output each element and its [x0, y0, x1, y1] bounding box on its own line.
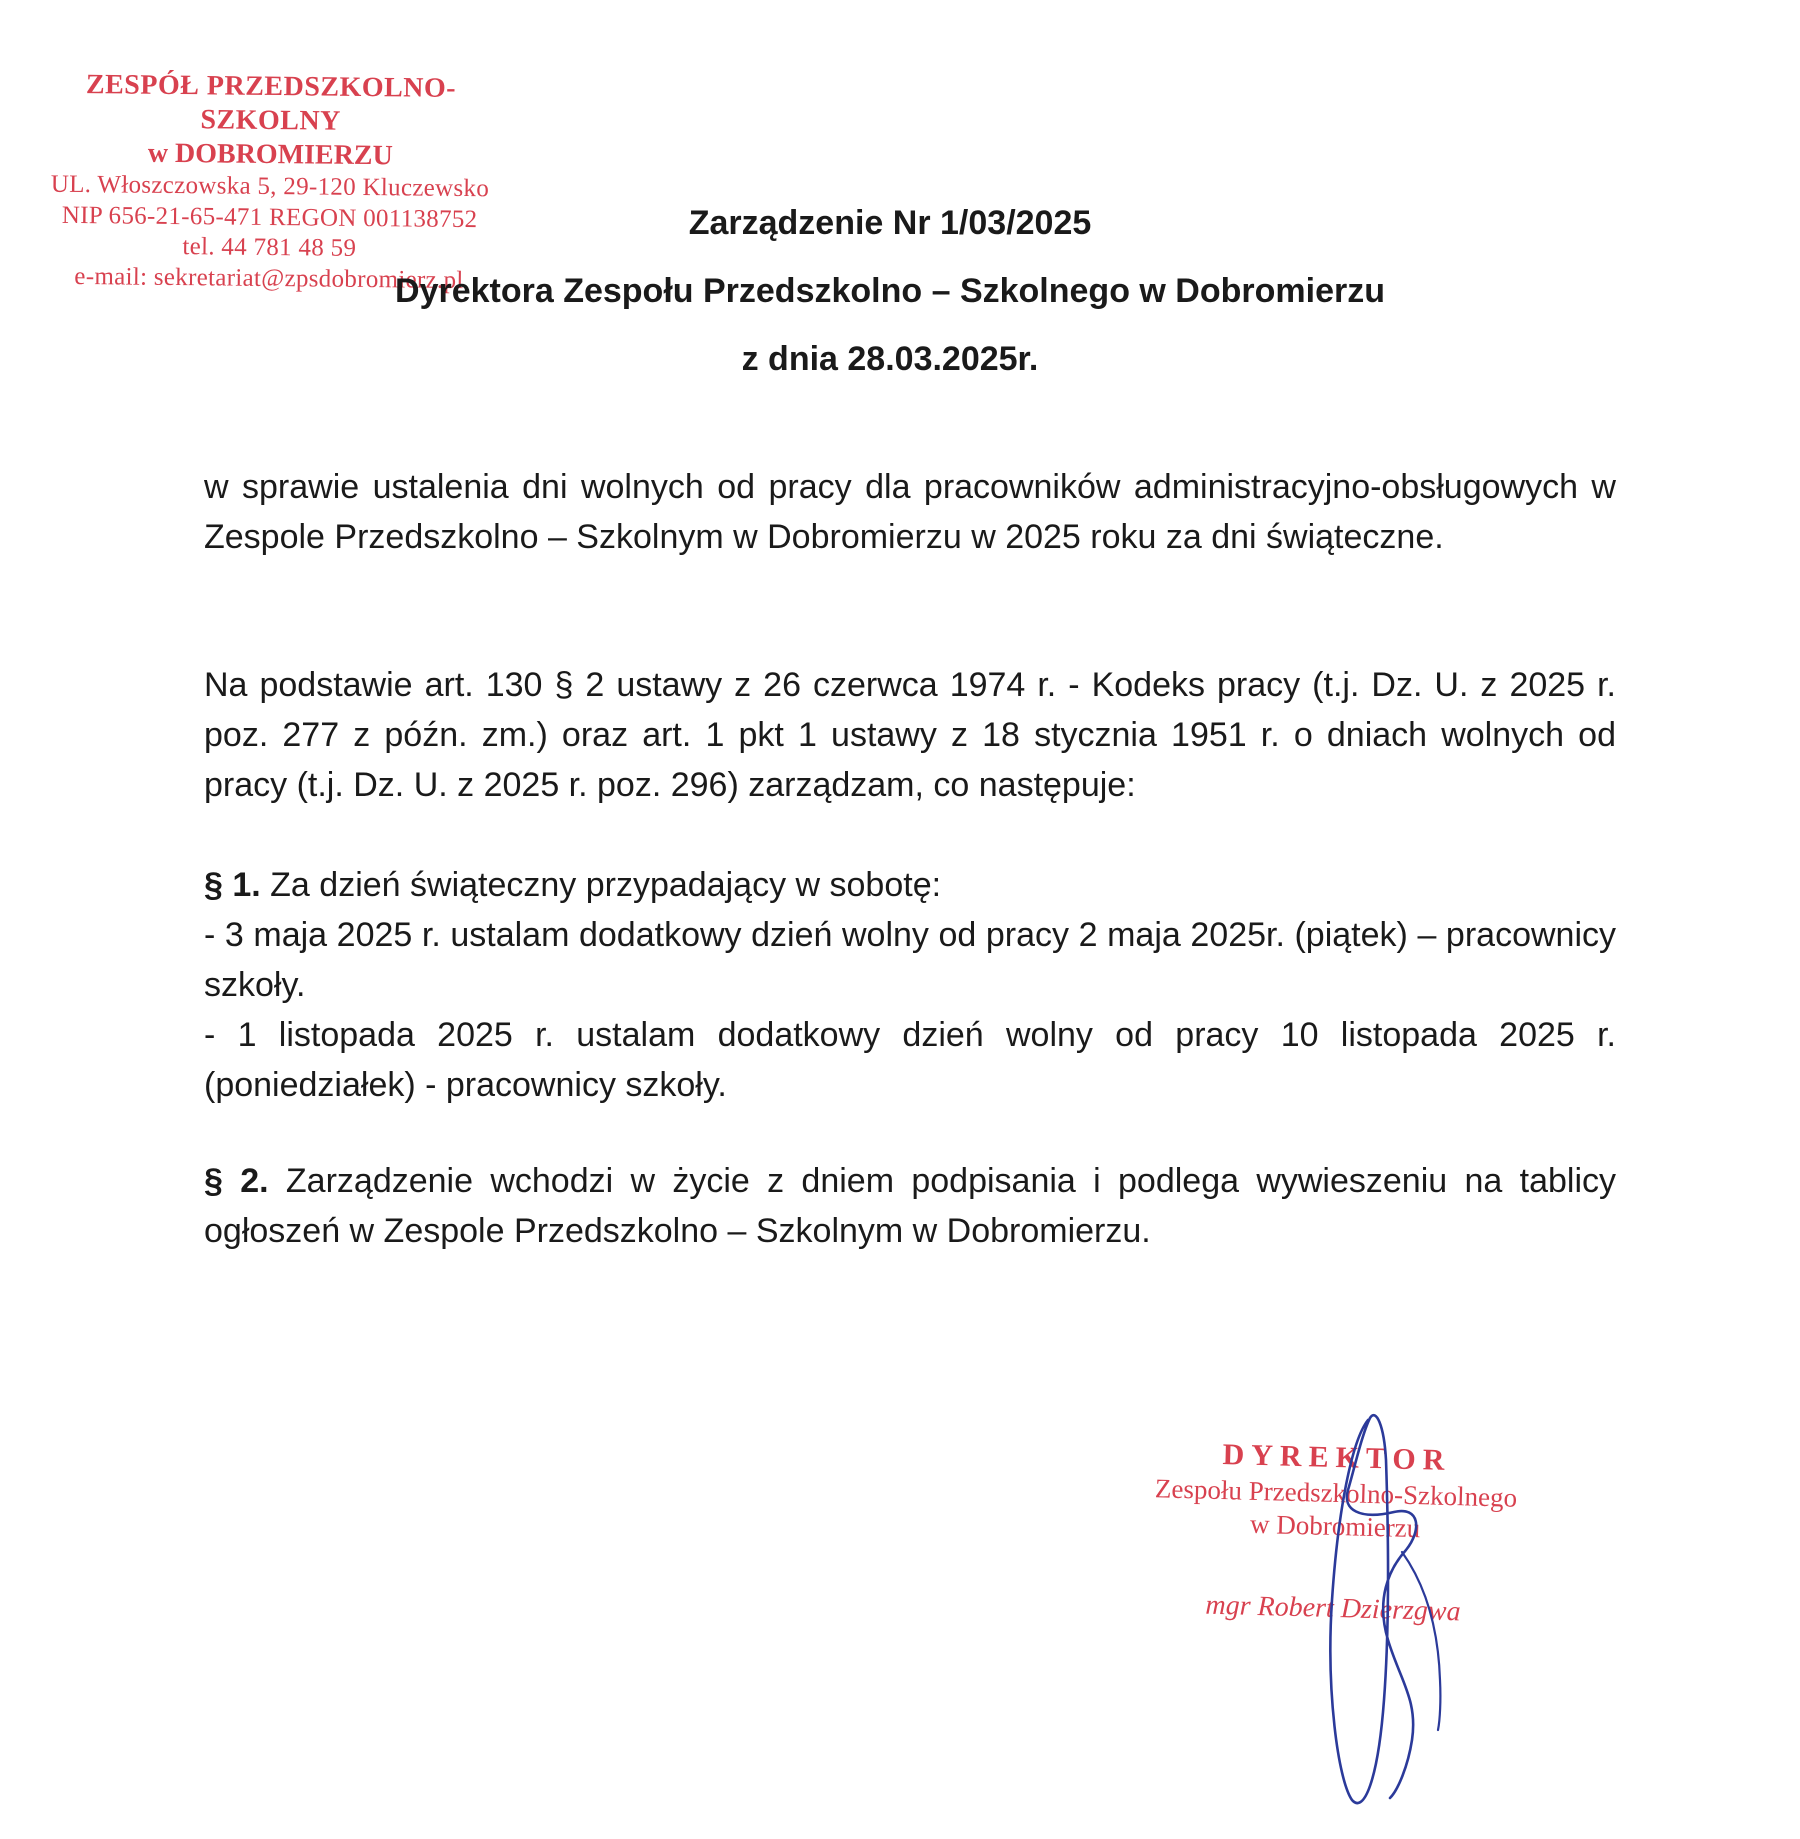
section-2-mark: § 2. [204, 1162, 269, 1200]
stamp-address: UL. Włoszczowska 5, 29-120 Kluczewsko [50, 171, 490, 203]
letterhead-stamp [19, 67, 521, 297]
signature-stamp-title: DYREKTOR [1222, 1438, 1452, 1478]
order-issuer: Dyrektora Zespołu Przedszkolno – Szkolnego w Dobromierzu [395, 272, 1385, 310]
stamp-phone: tel. 44 781 48 59 [182, 233, 357, 263]
section-1-item-2: - 1 listopada 2025 r. ustalam dodatkowy dzień wolny od pracy 10 listopada 2025 r. (poniedziałek) - pracownicy szkoły. [204, 1016, 1616, 1104]
section-1 [204, 860, 1616, 1110]
handwritten-signature [1290, 1400, 1470, 1820]
order-number: Zarządzenie Nr 1/03/2025 [688, 204, 1092, 242]
stamp-org-name: ZESPÓŁ PRZEDSZKOLNO-SZKOLNY [85, 69, 457, 137]
signatory-name: mgr Robert Dzierzgwa [1205, 1590, 1461, 1628]
section-2 [204, 1156, 1616, 1256]
stamp-email: e-mail: sekretariat@zpsdobromierz.pl [74, 262, 464, 295]
order-date: z dnia 28.03.2025r. [741, 340, 1039, 378]
signature-stamp-line2: w Dobromierzu [1249, 1508, 1421, 1543]
section-1-item-1: - 3 maja 2025 r. ustalam dodatkowy dzień wolny od pracy 2 maja 2025r. (piątek) – pracownicy szkoły. [204, 916, 1616, 1004]
order-subject: w sprawie ustalenia dni wolnych od pracy dla pracowników administracyjno-obsługowych w Zespole Przedszkolno – Szkolnym w Dobromierzu w 2025 roku za dni świąteczne. [204, 468, 1616, 556]
section-1-heading [204, 860, 1616, 910]
section-1-intro: Za dzień świąteczny przypadający w sobotę: [260, 866, 942, 904]
signature-ink [1290, 1400, 1470, 1820]
section-1-mark: § 1. [204, 866, 261, 904]
stamp-town: w DOBROMIERZU [147, 138, 393, 172]
section-2-text: Zarządzenie wchodzi w życie z dniem podpisania i podlega wywieszeniu na tablicy ogłoszeń w Zespole Przedszkolno – Szkolnym w Dobromierzu. [204, 1162, 1616, 1250]
stamp-tax-ids: NIP 656-21-65-471 REGON 001138752 [61, 201, 478, 234]
signature-stamp-line1: Zespołu Przedszkolno-Szkolnego [1154, 1472, 1518, 1513]
legal-basis: Na podstawie art. 130 § 2 ustawy z 26 czerwca 1974 r. - Kodeks pracy (t.j. Dz. U. z 2025 r. poz. 277 z późn. zm.) oraz art. 1 pkt 1 ustawy z 18 stycznia 1951 r. o dniach wolnych od pracy (t.j. Dz. U. z 2025 r. poz. 296) zarządzam, co następuje: [204, 666, 1616, 804]
